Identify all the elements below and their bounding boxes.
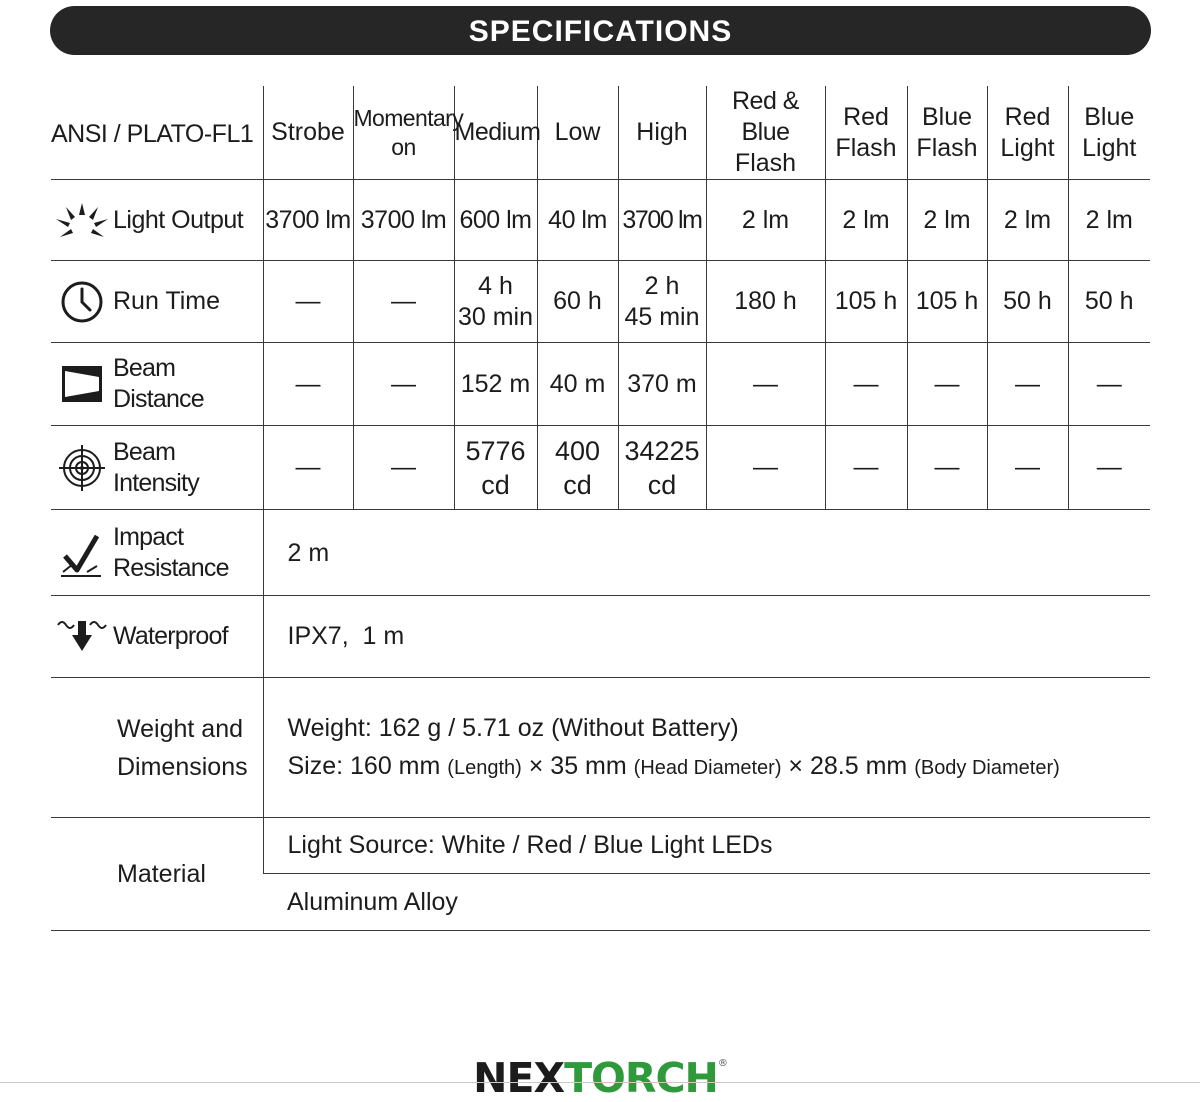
row-label-material: Material xyxy=(51,818,263,931)
impact-check-icon xyxy=(51,528,113,578)
row-run-time xyxy=(51,261,1150,343)
banner-title: SPECIFICATIONS xyxy=(468,14,733,48)
row-label-beam-distance: Beam Distance xyxy=(51,343,263,426)
cell-beam-intensity-red-light: — xyxy=(987,426,1068,510)
row-label-light-output: Light Output xyxy=(51,180,263,261)
cell-material-body: Aluminum Alloy xyxy=(263,874,1150,931)
header-mode-strobe: Strobe xyxy=(263,86,353,180)
header-mode-red-light: Red Light xyxy=(987,86,1068,180)
cell-beam-distance-low: 40 m xyxy=(537,343,618,426)
cell-beam-distance-red-light: — xyxy=(987,343,1068,426)
cell-run-time-blue-flash: 105 h xyxy=(907,261,987,343)
row-light-output xyxy=(51,180,1150,261)
cell-run-time-medium: 4 h 30 min xyxy=(454,261,537,343)
row-label-beam-intensity: Beam Intensity xyxy=(51,426,263,510)
beam-distance-icon xyxy=(51,359,113,409)
cell-light-output-low: 40 lm xyxy=(537,180,618,261)
cell-beam-distance-blue-flash: — xyxy=(907,343,987,426)
footer-divider xyxy=(0,1082,1200,1083)
cell-material-light-source: Light Source: White / Red / Blue Light LEDs xyxy=(263,818,1150,874)
crosshair-target-icon xyxy=(51,443,113,493)
cell-light-output-red-blue-flash: 2 lm xyxy=(706,180,825,261)
cell-run-time-red-light: 50 h xyxy=(987,261,1068,343)
header-standard: ANSI / PLATO-FL1 xyxy=(51,86,263,180)
header-mode-red-flash: Red Flash xyxy=(825,86,907,180)
row-label-run-time: Run Time xyxy=(51,261,263,343)
weight-text: Weight: 162 g / 5.71 oz (Without Battery) xyxy=(287,713,739,742)
cell-beam-distance-blue-light: — xyxy=(1068,343,1150,426)
cell-light-output-blue-flash: 2 lm xyxy=(907,180,987,261)
cell-light-output-red-flash: 2 lm xyxy=(825,180,907,261)
cell-run-time-strobe: — xyxy=(263,261,353,343)
nextorch-logo: NEXTORCH® xyxy=(473,1054,727,1102)
cell-light-output-momentary: 3700 lm xyxy=(353,180,454,261)
cell-light-output-high: 3700 lm xyxy=(618,180,706,261)
size-text: Size: 160 mm (Length) × 35 mm (Head Diameter) × 28.5 mm (Body Diameter) xyxy=(287,751,1060,780)
cell-beam-intensity-momentary: — xyxy=(353,426,454,510)
specifications-banner xyxy=(50,6,1151,55)
clock-icon xyxy=(51,277,113,327)
cell-weight-dimensions-value xyxy=(263,678,1150,818)
header-mode-high: High xyxy=(618,86,706,180)
header-mode-red-blue-flash: Red & Blue Flash xyxy=(706,86,825,180)
cell-beam-intensity-high: 34225 cd xyxy=(618,426,706,510)
cell-beam-distance-medium: 152 m xyxy=(454,343,537,426)
cell-beam-distance-momentary: — xyxy=(353,343,454,426)
row-label-impact-resistance: Impact Resistance xyxy=(51,510,263,596)
row-label-waterproof: Waterproof xyxy=(51,596,263,678)
cell-run-time-momentary: — xyxy=(353,261,454,343)
cell-run-time-red-flash: 105 h xyxy=(825,261,907,343)
cell-run-time-high: 2 h 45 min xyxy=(618,261,706,343)
cell-light-output-red-light: 2 lm xyxy=(987,180,1068,261)
light-burst-icon xyxy=(51,195,113,245)
cell-beam-distance-strobe: — xyxy=(263,343,353,426)
header-mode-medium: Medium xyxy=(454,86,537,180)
header-mode-low: Low xyxy=(537,86,618,180)
cell-beam-intensity-strobe: — xyxy=(263,426,353,510)
cell-waterproof-value: IPX7, 1 m xyxy=(263,596,1150,678)
header-mode-blue-flash: Blue Flash xyxy=(907,86,987,180)
row-material-light-source xyxy=(51,818,1150,874)
row-waterproof xyxy=(51,596,1150,678)
cell-beam-intensity-blue-flash: — xyxy=(907,426,987,510)
header-mode-momentary: Momentary on xyxy=(353,86,454,180)
header-row xyxy=(51,86,1150,180)
cell-light-output-blue-light: 2 lm xyxy=(1068,180,1150,261)
row-weight-dimensions xyxy=(51,678,1150,818)
cell-beam-intensity-medium: 5776 cd xyxy=(454,426,537,510)
cell-light-output-medium: 600 lm xyxy=(454,180,537,261)
cell-beam-distance-red-flash: — xyxy=(825,343,907,426)
cell-beam-intensity-red-blue-flash: — xyxy=(706,426,825,510)
cell-run-time-red-blue-flash: 180 h xyxy=(706,261,825,343)
header-mode-blue-light: Blue Light xyxy=(1068,86,1150,180)
cell-beam-distance-red-blue-flash: — xyxy=(706,343,825,426)
cell-beam-intensity-blue-light: — xyxy=(1068,426,1150,510)
row-label-weight-dimensions: Weight and Dimensions xyxy=(51,678,263,818)
waterproof-drop-icon xyxy=(51,612,113,662)
cell-run-time-low: 60 h xyxy=(537,261,618,343)
row-beam-distance xyxy=(51,343,1150,426)
row-beam-intensity xyxy=(51,426,1150,510)
row-impact-resistance xyxy=(51,510,1150,596)
cell-light-output-strobe: 3700 lm xyxy=(263,180,353,261)
cell-impact-value: 2 m xyxy=(263,510,1150,596)
specifications-table xyxy=(51,86,1150,931)
cell-beam-intensity-red-flash: — xyxy=(825,426,907,510)
cell-beam-intensity-low: 400 cd xyxy=(537,426,618,510)
cell-beam-distance-high: 370 m xyxy=(618,343,706,426)
cell-run-time-blue-light: 50 h xyxy=(1068,261,1150,343)
